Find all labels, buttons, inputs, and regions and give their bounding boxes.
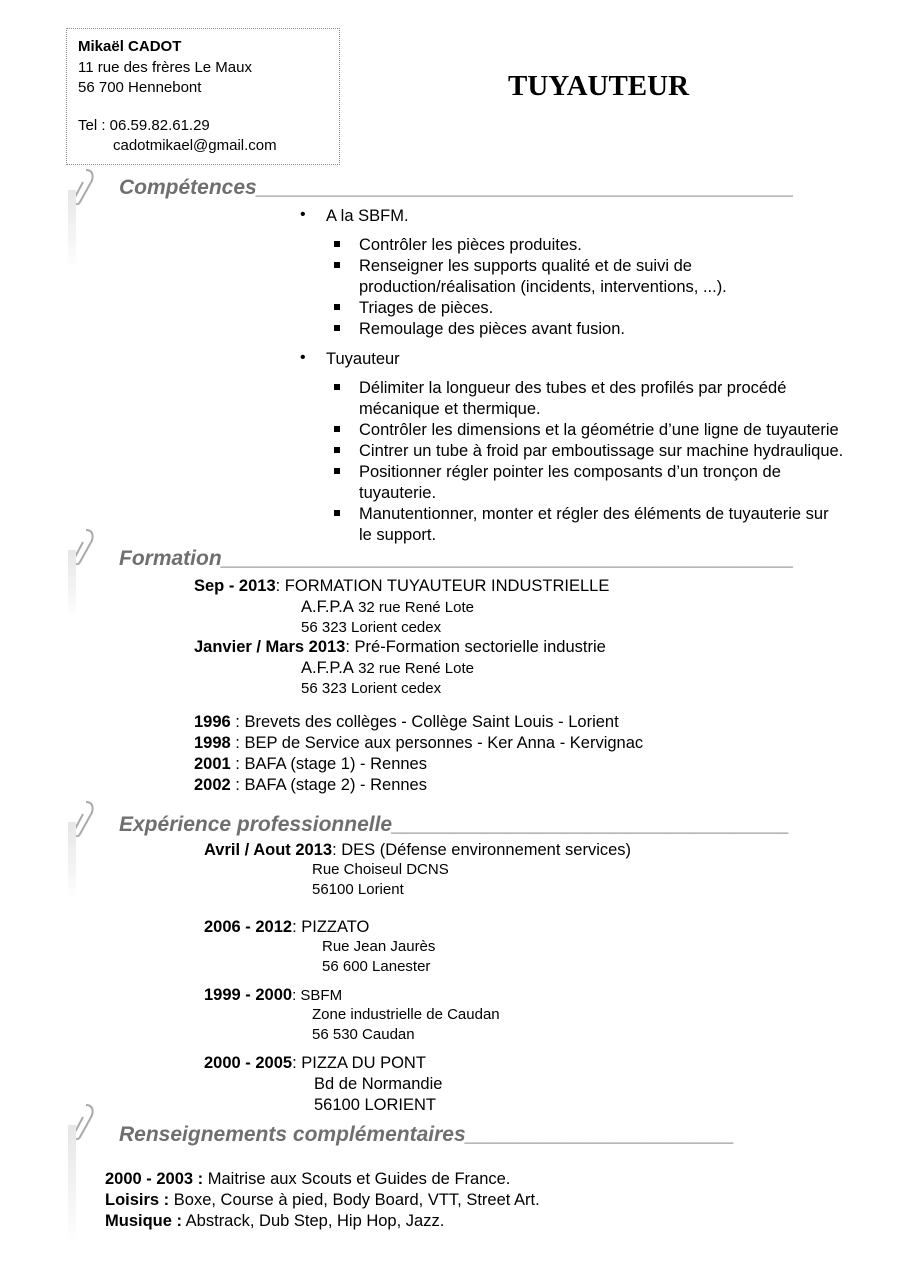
experience-date: 2006 - 2012: [204, 918, 293, 936]
bullet: [334, 262, 340, 268]
competence-item: Positionner régler pointer les composants d’un tronçon de: [359, 463, 781, 481]
section-renseignements: Renseignements complémentaires_______________________: [119, 1123, 735, 1146]
formation-date: Janvier / Mars 2013: [194, 638, 346, 656]
formation-org-line: [301, 659, 474, 678]
experience-entry: [204, 986, 342, 1005]
formation-address: 32 rue René Lote: [353, 660, 474, 677]
bullet: •: [300, 206, 306, 223]
experience-entry: [204, 918, 369, 937]
competence-item: le support.: [359, 526, 437, 544]
formation-entry: [194, 734, 643, 753]
competence-item: Triages de pièces.: [359, 299, 494, 317]
formation-org: A.F.P.A: [301, 659, 354, 677]
experience-date: 2000 - 2005: [204, 1054, 293, 1072]
bullet: [334, 468, 340, 474]
formation-year: 1996: [194, 713, 231, 731]
competence-group-title: Tuyauteur: [326, 350, 400, 368]
formation-year: 2002: [194, 776, 231, 794]
formation-entry: [194, 713, 619, 732]
competence-item: Renseigner les supports qualité et de suivi de: [359, 257, 692, 275]
bullet: [334, 426, 340, 432]
section-experience: Expérience professionnelle__________________________________: [119, 813, 790, 836]
contact-email: cadotmikael@gmail.com: [113, 137, 277, 154]
formation-address: 56 323 Lorient cedex: [301, 619, 442, 636]
renseignement-text: Abstrack, Dub Step, Hip Hop, Jazz.: [182, 1212, 445, 1230]
renseignement-line: [105, 1191, 540, 1210]
experience-address: 56 530 Caudan: [312, 1026, 415, 1043]
competence-item: Contrôler les pièces produites.: [359, 236, 582, 254]
experience-address: 56100 LORIENT: [314, 1096, 436, 1114]
renseignement-line: [105, 1170, 510, 1189]
experience-entry: [204, 841, 631, 860]
competence-item: tuyauterie.: [359, 484, 437, 502]
experience-address: 56100 Lorient: [312, 881, 404, 898]
experience-address: Bd de Normandie: [314, 1075, 443, 1093]
formation-entry: [194, 638, 606, 657]
bullet: [334, 241, 340, 247]
formation-date: Sep - 2013: [194, 577, 276, 595]
contact-street: 11 rue des frères Le Maux: [78, 59, 252, 76]
formation-title: : Pré-Formation sectorielle industrie: [345, 638, 606, 656]
formation-text: : Brevets des collèges - Collège Saint Louis - Lorient: [230, 713, 619, 731]
competence-item: production/réalisation (incidents, interventions, ...).: [359, 278, 727, 296]
formation-text: : BAFA (stage 2) - Rennes: [230, 776, 427, 794]
renseignement-label: 2000 - 2003 :: [105, 1170, 204, 1188]
experience-address: Rue Jean Jaurès: [322, 938, 436, 955]
formation-address: 32 rue René Lote: [353, 599, 474, 616]
experience-entry: [204, 1054, 426, 1073]
section-competences: Compétences______________________________________________: [119, 176, 794, 199]
formation-text: : BEP de Service aux personnes - Ker Anna - Kervignac: [230, 734, 644, 752]
experience-date: 1999 - 2000: [204, 986, 293, 1004]
formation-address: 56 323 Lorient cedex: [301, 680, 442, 697]
competence-item: Remoulage des pièces avant fusion.: [359, 320, 625, 338]
formation-org: A.F.P.A: [301, 598, 354, 616]
experience-employer: : PIZZATO: [292, 918, 370, 936]
renseignement-text: Maitrise aux Scouts et Guides de France.: [203, 1170, 511, 1188]
bullet: [334, 304, 340, 310]
renseignement-text: Boxe, Course à pied, Body Board, VTT, Street Art.: [169, 1191, 540, 1209]
bullet: [334, 384, 340, 390]
section-deco: [68, 1125, 76, 1245]
contact-city: 56 700 Hennebont: [78, 79, 202, 96]
bullet: [334, 447, 340, 453]
section-deco: [68, 822, 76, 902]
formation-year: 2001: [194, 755, 231, 773]
formation-entry: [194, 776, 427, 795]
formation-entry: [194, 577, 609, 596]
section-deco: [68, 190, 76, 270]
formation-text: : BAFA (stage 1) - Rennes: [230, 755, 427, 773]
experience-employer: : PIZZA DU PONT: [292, 1054, 426, 1072]
experience-employer: : SBFM: [292, 987, 343, 1004]
contact-name: Mikaël CADOT: [78, 38, 182, 55]
formation-org-line: [301, 598, 474, 617]
renseignement-line: [105, 1212, 444, 1231]
contact-phone: Tel : 06.59.82.61.29: [78, 117, 210, 134]
formation-year: 1998: [194, 734, 231, 752]
experience-address: 56 600 Lanester: [322, 958, 431, 975]
experience-employer: : DES (Défense environnement services): [332, 841, 632, 859]
competence-item: Manutentionner, monter et régler des éléments de tuyauterie sur: [359, 505, 829, 523]
section-formation: Formation_________________________________________________: [119, 547, 794, 570]
renseignement-label: Musique :: [105, 1212, 182, 1230]
competence-item: Délimiter la longueur des tubes et des profilés par procédé: [359, 379, 787, 397]
renseignement-label: Loisirs :: [105, 1191, 170, 1209]
competence-item: Contrôler les dimensions et la géométrie d’une ligne de tuyauterie: [359, 421, 839, 439]
contact-box: [66, 28, 340, 165]
job-title: TUYAUTEUR: [508, 70, 690, 102]
experience-address: Zone industrielle de Caudan: [312, 1006, 500, 1023]
experience-address: Rue Choiseul DCNS: [312, 861, 449, 878]
formation-title: : FORMATION TUYAUTEUR INDUSTRIELLE: [275, 577, 610, 595]
bullet: [334, 325, 340, 331]
competence-group-title: A la SBFM.: [326, 207, 409, 225]
bullet: [334, 510, 340, 516]
section-deco: [68, 550, 76, 620]
competence-item: mécanique et thermique.: [359, 400, 541, 418]
experience-date: Avril / Aout 2013: [204, 841, 333, 859]
formation-entry: [194, 755, 427, 774]
competence-item: Cintrer un tube à froid par emboutissage sur machine hydraulique.: [359, 442, 844, 460]
bullet: •: [300, 349, 306, 366]
